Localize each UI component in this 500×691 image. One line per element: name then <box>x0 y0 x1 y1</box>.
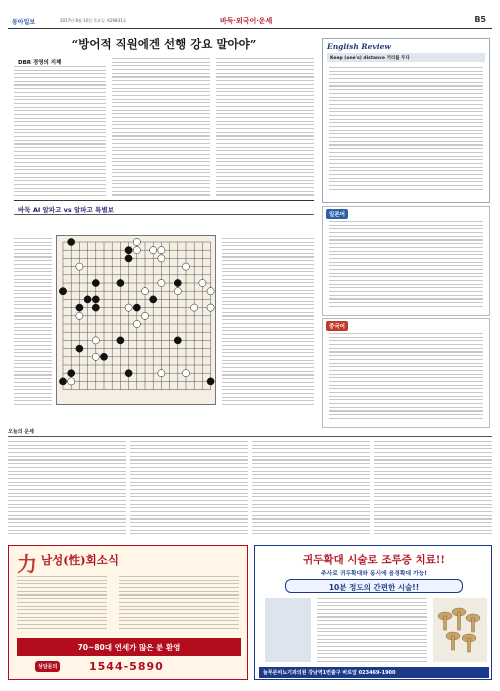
article-column-2 <box>112 58 210 198</box>
english-review-title: English Review <box>327 42 391 51</box>
ad-right-doctor-photo <box>265 598 311 662</box>
japanese-lesson-box <box>322 206 490 316</box>
go-stone-black <box>59 378 66 385</box>
horoscope-col-3 <box>252 441 370 537</box>
go-board <box>56 235 216 405</box>
ad-right-footer[interactable]: 늘푸른비뇨기과의원 강남역1번출구 바로앞 023469-1900 <box>259 667 489 678</box>
go-stone-white <box>182 370 189 377</box>
go-stone-white <box>92 353 99 360</box>
ad-right-subtitle: 주사로 귀두확대와 동시에 음경확대 가능! <box>321 571 427 577</box>
go-stone-white <box>158 255 165 262</box>
ad-right-mushroom-image <box>433 598 487 662</box>
ad-left-banner: 70~80대 연세가 많은 분 환영 <box>17 638 241 656</box>
go-section-title: 바둑 AI 알파고 vs 알파고 특별보 <box>18 206 114 214</box>
mushroom-icon <box>433 598 487 662</box>
horoscope-section <box>8 436 492 536</box>
chinese-text <box>329 333 483 422</box>
go-stone-white <box>158 247 165 254</box>
go-stone-white <box>207 288 214 295</box>
ad-right-title: 귀두확대 시술로 조루증 치료!! <box>303 554 445 566</box>
go-stone-black <box>59 288 66 295</box>
go-stone-white <box>133 247 140 254</box>
go-rule <box>14 214 314 215</box>
go-commentary-right <box>222 238 314 408</box>
go-stone-white <box>199 279 206 286</box>
newspaper-logo: 동아일보 <box>12 19 36 26</box>
horoscope-title: 오늘의 운세 <box>8 429 34 435</box>
ad-left-phone[interactable]: 1544-5890 <box>89 660 164 673</box>
go-stone-black <box>92 279 99 286</box>
english-review-subtitle: Keep (one's) distance 거리를 두다 <box>327 53 485 62</box>
go-stone-black <box>68 370 75 377</box>
go-stone-black <box>117 337 124 344</box>
section-title: 바둑·외국어·운세 <box>220 16 273 25</box>
go-stone-black <box>76 345 83 352</box>
ad-left-logo-mark: 力 <box>17 552 37 576</box>
ad-left-body-1 <box>17 576 107 631</box>
ad-left-title: 남성(性)회소식 <box>41 553 119 567</box>
chinese-label: 중국어 <box>326 321 348 331</box>
go-stone-black <box>150 296 157 303</box>
ad-mens-health[interactable] <box>8 545 248 680</box>
ad-right-promo: 10분 정도의 간편한 시술!! <box>285 579 463 593</box>
go-stone-black <box>68 238 75 245</box>
english-review-text <box>329 67 483 192</box>
go-stone-white <box>158 279 165 286</box>
go-stone-black <box>125 370 132 377</box>
go-stone-black <box>76 304 83 311</box>
ad-left-body-2 <box>119 576 239 631</box>
go-board-grid <box>57 236 217 406</box>
go-stone-black <box>117 279 124 286</box>
go-stone-black <box>100 353 107 360</box>
go-stone-white <box>92 337 99 344</box>
go-stone-black <box>125 255 132 262</box>
go-stone-black <box>125 247 132 254</box>
go-stone-black <box>92 296 99 303</box>
go-stone-white <box>174 288 181 295</box>
go-stone-white <box>150 247 157 254</box>
go-stone-black <box>174 279 181 286</box>
japanese-text <box>329 221 483 310</box>
go-stone-white <box>133 320 140 327</box>
go-stone-white <box>182 263 189 270</box>
go-stone-white <box>133 238 140 245</box>
go-stone-black <box>207 378 214 385</box>
ad-left-phone-label: 상담문의 <box>35 661 60 672</box>
go-stone-black <box>133 304 140 311</box>
article-column-3 <box>216 58 314 198</box>
japanese-label: 일본어 <box>326 209 348 219</box>
horoscope-col-4 <box>374 441 492 537</box>
chinese-lesson-box <box>322 318 490 428</box>
horoscope-col-2 <box>130 441 248 537</box>
go-stone-white <box>76 263 83 270</box>
go-stone-white <box>207 304 214 311</box>
article-column-1 <box>14 66 106 199</box>
go-stone-white <box>158 370 165 377</box>
ad-right-body <box>317 598 427 664</box>
go-stone-black <box>84 296 91 303</box>
go-stone-white <box>68 378 75 385</box>
header-rule <box>8 28 492 29</box>
go-stone-white <box>141 312 148 319</box>
go-stone-white <box>191 304 198 311</box>
article-rule <box>14 200 314 201</box>
horoscope-col-1 <box>8 441 126 537</box>
go-stone-black <box>174 337 181 344</box>
go-stone-white <box>125 304 132 311</box>
go-stone-white <box>76 312 83 319</box>
article-headline: “방어적 직원에겐 선행 강요 말아야” <box>71 37 257 51</box>
go-stone-black <box>92 304 99 311</box>
ad-clinic[interactable] <box>254 545 492 680</box>
go-commentary-left <box>14 238 52 408</box>
go-stone-white <box>141 288 148 295</box>
issue-date: 2017년 8월 10일 목요일 제29831호 <box>60 18 127 23</box>
english-review-box <box>322 38 490 203</box>
page-number: B5 <box>474 15 486 24</box>
article-subhead: DBR 경영의 지혜 <box>18 60 62 66</box>
